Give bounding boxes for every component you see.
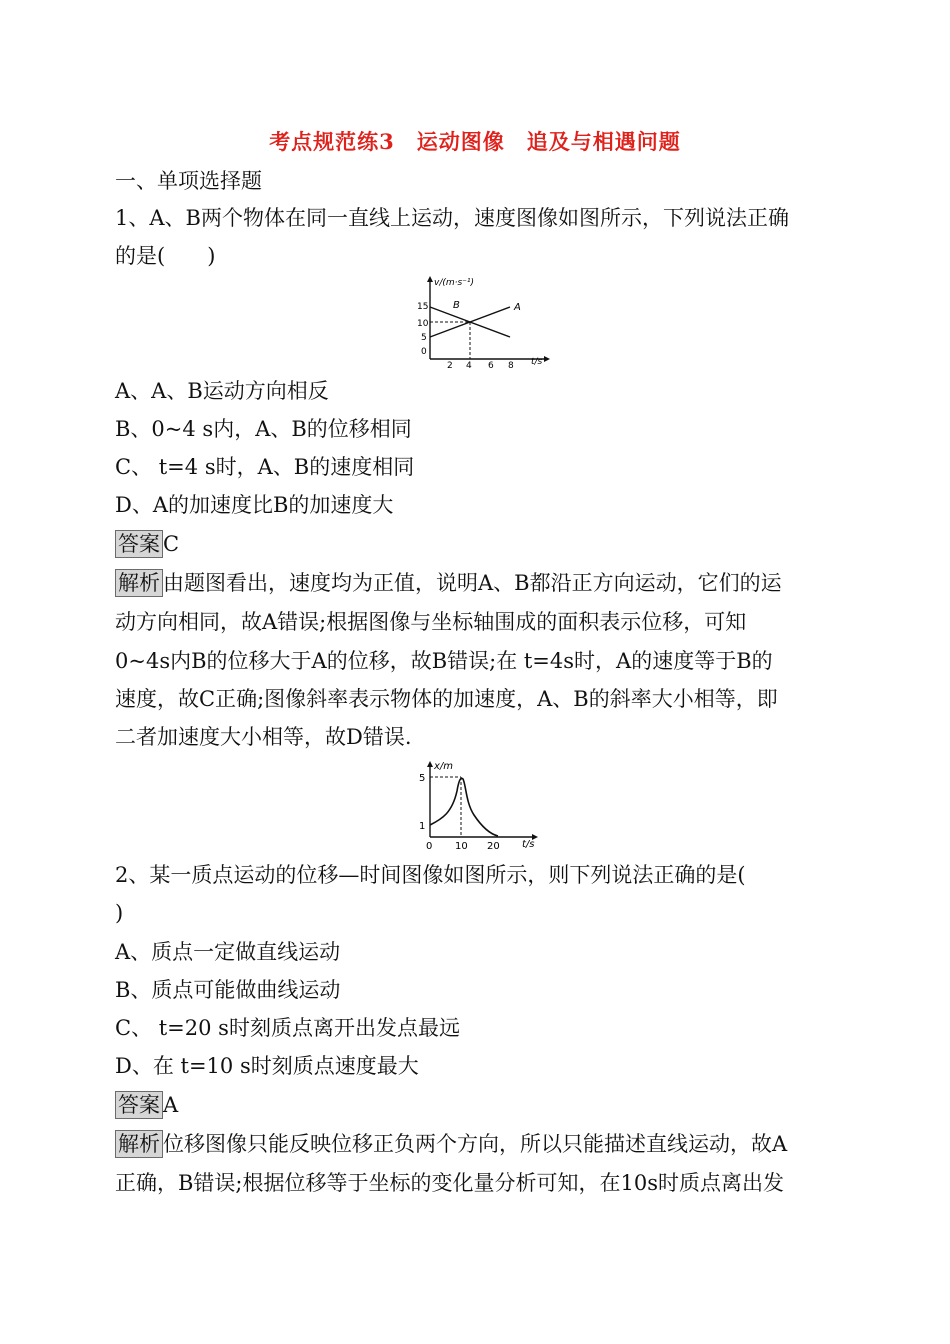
fig1-x-arrow: [544, 356, 550, 362]
fig2-xtick-10: 10: [455, 841, 468, 851]
fig2-xtick-0: 0: [426, 841, 433, 851]
fig1-xtick-2: 2: [447, 361, 453, 368]
velocity-time-graph: [410, 272, 550, 368]
q2-analysis-text-1: 位移图像只能反映位移正负两个方向，所以只能描述直线运动，故A: [163, 1132, 788, 1156]
q2-option-b: B、质点可能做曲线运动: [115, 978, 341, 1002]
q2-stem-line-2: ): [115, 901, 124, 925]
fig2-ytick-1: 1: [419, 821, 426, 832]
q1-analysis-line-4: 速度，故C正确;图像斜率表示物体的加速度，A、B的斜率大小相等，即: [115, 687, 778, 711]
q2-option-c: C、 t=20 s时刻质点离开出发点最远: [115, 1016, 460, 1040]
fig2-ytick-5: 5: [419, 773, 426, 784]
q1-answer-label: 答案: [115, 530, 163, 558]
q2-analysis-line-2: 正确，B错误;根据位移等于坐标的变化量分析可知，在10s时质点离出发: [115, 1171, 785, 1195]
q2-answer-line: [115, 1090, 178, 1120]
fig2-x-label: t/s: [522, 839, 535, 850]
fig1-label-a: A: [514, 302, 521, 313]
fig1-ytick-15: 15: [417, 302, 429, 312]
fig1-y-label: v/(m·s⁻¹): [434, 278, 475, 288]
q1-option-c: C、 t=4 s时，A、B的速度相同: [115, 455, 415, 479]
fig2-y-arrow: [427, 761, 433, 767]
fig1-xtick-8: 8: [508, 361, 514, 368]
q1-answer-line: [115, 529, 179, 559]
q1-analysis-text-1: 由题图看出，速度均为正值，说明A、B都沿正方向运动，它们的运: [163, 571, 782, 595]
fig1-xtick-4: 4: [466, 361, 472, 368]
q1-option-a: A、A、B运动方向相反: [115, 379, 329, 403]
displacement-time-graph: [408, 757, 538, 851]
fig1-y-arrow: [427, 276, 433, 282]
q1-option-d: D、A的加速度比B的加速度大: [115, 493, 394, 517]
q2-option-a: A、质点一定做直线运动: [115, 940, 341, 964]
q2-answer-label: 答案: [115, 1091, 163, 1119]
q1-analysis-line-2: 动方向相同，故A错误;根据图像与坐标轴围成的面积表示位移，可知: [115, 610, 747, 634]
fig1-xtick-6: 6: [488, 361, 494, 368]
q1-option-b: B、0~4 s内，A、B的位移相同: [115, 417, 412, 441]
fig1-label-b: B: [453, 300, 460, 311]
q1-stem-line-1: 1、A、B两个物体在同一直线上运动，速度图像如图所示，下列说法正确: [115, 206, 789, 230]
fig2-xtick-20: 20: [487, 841, 500, 851]
section-heading: 一、单项选择题: [115, 169, 262, 193]
q2-stem-line-1: 2、某一质点运动的位移—时间图像如图所示，则下列说法正确的是(: [115, 863, 746, 887]
fig1-ytick-5: 5: [421, 333, 427, 343]
q1-stem-line-2: 的是( ): [115, 244, 216, 268]
q2-option-d: D、在 t=10 s时刻质点速度最大: [115, 1054, 419, 1078]
q1-analysis-label: 解析: [115, 569, 163, 597]
fig2-curve: [430, 778, 498, 836]
fig1-ytick-0: 0: [421, 347, 427, 357]
page-title: 考点规范练3 运动图像 追及与相遇问题: [269, 129, 681, 154]
q1-analysis-line-1: [115, 568, 782, 598]
fig1-x-label: t/s: [531, 357, 543, 367]
fig2-y-label: x/m: [434, 761, 454, 772]
q2-answer-value: A: [163, 1093, 179, 1117]
fig1-ytick-10: 10: [417, 319, 429, 329]
q2-analysis-label: 解析: [115, 1130, 163, 1158]
q1-analysis-line-5: 二者加速度大小相等，故D错误.: [115, 725, 412, 749]
q2-analysis-line-1: [115, 1129, 787, 1159]
q1-analysis-line-3: 0~4s内B的位移大于A的位移，故B错误;在 t=4s时，A的速度等于B的: [115, 649, 773, 673]
q1-answer-value: C: [163, 532, 180, 556]
